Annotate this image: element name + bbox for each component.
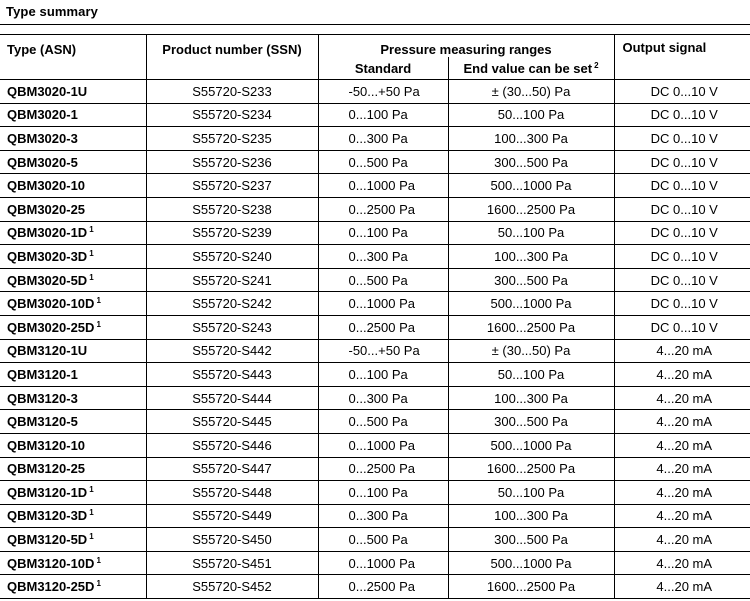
- end-value-cell: [448, 315, 614, 339]
- product-number-cell-text: S55720-S243: [192, 319, 272, 335]
- standard-range-cell: [318, 481, 448, 505]
- product-number-cell: [146, 150, 318, 174]
- standard-range-cell: [318, 245, 448, 269]
- output-signal-cell: [614, 575, 750, 599]
- header-end-value-label: End value can be set: [463, 60, 593, 76]
- output-signal-cell: [614, 410, 750, 434]
- end-value-cell-text: 100...300 Pa: [494, 248, 568, 264]
- end-value-cell-text: 500...1000 Pa: [490, 178, 572, 194]
- end-value-cell-text: ± (30...50) Pa: [491, 343, 571, 359]
- type-cell: [0, 528, 146, 552]
- output-signal-cell: [614, 315, 750, 339]
- standard-range-cell: [318, 433, 448, 457]
- output-signal-cell-text: DC 0...10 V: [650, 272, 718, 288]
- type-cell-text: QBM3120-1: [7, 366, 78, 382]
- type-cell: [0, 221, 146, 245]
- output-signal-cell: [614, 386, 750, 410]
- type-cell: [0, 245, 146, 269]
- product-number-cell: [146, 410, 318, 434]
- product-number-cell-text: S55720-S234: [192, 107, 272, 123]
- end-value-cell: [448, 433, 614, 457]
- end-value-cell: [448, 245, 614, 269]
- header-pressure-label: Pressure measuring ranges: [380, 42, 552, 57]
- product-number-cell: [146, 433, 318, 457]
- table-row: [0, 481, 750, 505]
- header-pressure-ranges: [318, 35, 614, 58]
- end-value-cell: [448, 292, 614, 316]
- product-number-cell-text: S55720-S442: [192, 343, 272, 359]
- output-signal-cell: [614, 103, 750, 127]
- product-number-cell: [146, 174, 318, 198]
- output-signal-cell-text: DC 0...10 V: [650, 225, 718, 241]
- standard-range-cell-text: 0...2500 Pa: [348, 319, 415, 335]
- standard-range-cell: [318, 457, 448, 481]
- product-number-cell-text: S55720-S238: [192, 201, 272, 217]
- product-number-cell-text: S55720-S241: [192, 272, 272, 288]
- table-row: [0, 174, 750, 198]
- product-number-cell: [146, 339, 318, 363]
- end-value-cell-text: 1600...2500 Pa: [486, 579, 576, 595]
- standard-range-cell-text: 0...500 Pa: [348, 532, 408, 548]
- table-row: [0, 268, 750, 292]
- type-cell: [0, 174, 146, 198]
- standard-range-cell-text: 0...300 Pa: [348, 390, 408, 406]
- output-signal-cell: [614, 197, 750, 221]
- standard-range-cell: [318, 268, 448, 292]
- end-value-cell-text: 1600...2500 Pa: [486, 461, 576, 477]
- end-value-cell-text: 1600...2500 Pa: [486, 201, 576, 217]
- type-cell-text: QBM3020-10: [7, 178, 86, 194]
- output-signal-cell: [614, 339, 750, 363]
- product-number-cell: [146, 268, 318, 292]
- table-row: [0, 221, 750, 245]
- table-row: [0, 433, 750, 457]
- end-value-cell: [448, 150, 614, 174]
- standard-range-cell: [318, 127, 448, 151]
- header-end-value-footnote: 2: [594, 60, 599, 70]
- product-number-cell-text: S55720-S444: [192, 390, 272, 406]
- end-value-cell: [448, 127, 614, 151]
- end-value-cell: [448, 80, 614, 104]
- type-footnote-marker: 1: [89, 272, 94, 282]
- product-number-cell-text: S55720-S449: [192, 508, 272, 524]
- header-product-label: Product number (SSN): [162, 42, 302, 57]
- standard-range-cell: [318, 197, 448, 221]
- type-cell-text: QBM3120-25D: [7, 579, 95, 595]
- product-number-cell: [146, 363, 318, 387]
- product-number-cell-text: S55720-S237: [192, 178, 272, 194]
- output-signal-cell-text: DC 0...10 V: [650, 130, 718, 146]
- type-cell-text: QBM3020-1U: [7, 83, 88, 99]
- table-row: [0, 80, 750, 104]
- end-value-cell-text: 50...100 Pa: [497, 366, 565, 382]
- output-signal-cell-text: 4...20 mA: [656, 579, 713, 595]
- output-signal-cell-text: DC 0...10 V: [650, 201, 718, 217]
- product-number-cell: [146, 528, 318, 552]
- output-signal-cell-text: 4...20 mA: [656, 461, 713, 477]
- type-cell-text: QBM3020-25: [7, 201, 86, 217]
- output-signal-cell-text: 4...20 mA: [656, 555, 713, 571]
- end-value-cell: [448, 268, 614, 292]
- product-number-cell-text: S55720-S447: [192, 461, 272, 477]
- type-cell-text: QBM3020-5: [7, 154, 78, 170]
- type-cell-text: QBM3120-1D: [7, 484, 88, 500]
- table-row: [0, 245, 750, 269]
- standard-range-cell: [318, 103, 448, 127]
- product-number-cell: [146, 103, 318, 127]
- table-row: [0, 363, 750, 387]
- type-cell-text: QBM3120-5D: [7, 532, 88, 548]
- type-cell: [0, 197, 146, 221]
- end-value-cell: [448, 339, 614, 363]
- type-footnote-marker: 1: [89, 532, 94, 542]
- standard-range-cell: [318, 150, 448, 174]
- output-signal-cell: [614, 457, 750, 481]
- output-signal-cell-text: 4...20 mA: [656, 532, 713, 548]
- output-signal-cell-text: 4...20 mA: [656, 508, 713, 524]
- product-number-cell: [146, 481, 318, 505]
- type-footnote-marker: 1: [96, 555, 101, 565]
- standard-range-cell-text: 0...100 Pa: [348, 225, 408, 241]
- type-cell-text: QBM3020-3: [7, 130, 78, 146]
- standard-range-cell: [318, 315, 448, 339]
- product-number-cell-text: S55720-S236: [192, 154, 272, 170]
- type-cell: [0, 433, 146, 457]
- output-signal-cell: [614, 245, 750, 269]
- product-number-cell: [146, 127, 318, 151]
- table-row: [0, 339, 750, 363]
- standard-range-cell-text: -50...+50 Pa: [348, 83, 420, 99]
- standard-range-cell: [318, 221, 448, 245]
- output-signal-cell: [614, 433, 750, 457]
- end-value-cell: [448, 551, 614, 575]
- output-signal-cell-text: DC 0...10 V: [650, 178, 718, 194]
- table-row: [0, 386, 750, 410]
- end-value-cell-text: 50...100 Pa: [497, 484, 565, 500]
- standard-range-cell-text: 0...500 Pa: [348, 154, 408, 170]
- type-cell: [0, 363, 146, 387]
- output-signal-cell-text: 4...20 mA: [656, 484, 713, 500]
- end-value-cell-text: 300...500 Pa: [494, 532, 568, 548]
- type-cell: [0, 292, 146, 316]
- end-value-cell-text: 50...100 Pa: [497, 225, 565, 241]
- product-number-cell-text: S55720-S443: [192, 366, 272, 382]
- end-value-cell-text: 100...300 Pa: [494, 390, 568, 406]
- output-signal-cell-text: DC 0...10 V: [650, 154, 718, 170]
- table-row: [0, 457, 750, 481]
- output-signal-cell-text: DC 0...10 V: [650, 319, 718, 335]
- type-cell-text: QBM3020-25D: [7, 319, 95, 335]
- product-number-cell: [146, 315, 318, 339]
- product-number-cell: [146, 575, 318, 599]
- type-cell-text: QBM3120-5: [7, 414, 78, 430]
- type-cell: [0, 150, 146, 174]
- product-number-cell-text: S55720-S239: [192, 225, 272, 241]
- type-footnote-marker: 1: [89, 225, 94, 235]
- output-signal-cell: [614, 504, 750, 528]
- end-value-cell: [448, 504, 614, 528]
- title-rule: [0, 24, 750, 25]
- table-row: [0, 575, 750, 599]
- type-cell: [0, 481, 146, 505]
- output-signal-cell: [614, 80, 750, 104]
- standard-range-cell-text: 0...500 Pa: [348, 272, 408, 288]
- standard-range-cell-text: 0...500 Pa: [348, 414, 408, 430]
- end-value-cell-text: 100...300 Pa: [494, 508, 568, 524]
- type-cell-text: QBM3020-10D: [7, 296, 95, 312]
- standard-range-cell-text: 0...100 Pa: [348, 107, 408, 123]
- type-cell-text: QBM3120-25: [7, 461, 86, 477]
- output-signal-cell-text: DC 0...10 V: [650, 83, 718, 99]
- end-value-cell: [448, 481, 614, 505]
- table-row: [0, 410, 750, 434]
- standard-range-cell: [318, 174, 448, 198]
- product-number-cell-text: S55720-S242: [192, 296, 272, 312]
- end-value-cell: [448, 221, 614, 245]
- output-signal-cell: [614, 481, 750, 505]
- type-cell: [0, 457, 146, 481]
- type-footnote-marker: 1: [89, 484, 94, 494]
- type-footnote-marker: 1: [96, 296, 101, 306]
- end-value-cell: [448, 197, 614, 221]
- standard-range-cell-text: 0...1000 Pa: [348, 437, 415, 453]
- product-number-cell-text: S55720-S450: [192, 532, 272, 548]
- table-body: [0, 80, 750, 599]
- output-signal-cell: [614, 528, 750, 552]
- type-cell: [0, 127, 146, 151]
- output-signal-cell: [614, 551, 750, 575]
- output-signal-cell: [614, 174, 750, 198]
- output-signal-cell: [614, 150, 750, 174]
- standard-range-cell: [318, 386, 448, 410]
- output-signal-cell: [614, 221, 750, 245]
- standard-range-cell: [318, 292, 448, 316]
- product-number-cell: [146, 457, 318, 481]
- type-cell: [0, 339, 146, 363]
- end-value-cell-text: 500...1000 Pa: [490, 437, 572, 453]
- standard-range-cell-text: 0...1000 Pa: [348, 555, 415, 571]
- output-signal-cell-text: 4...20 mA: [656, 366, 713, 382]
- header-standard-label: Standard: [354, 60, 412, 76]
- output-signal-cell-text: DC 0...10 V: [650, 107, 718, 123]
- standard-range-cell: [318, 410, 448, 434]
- type-cell: [0, 268, 146, 292]
- standard-range-cell: [318, 363, 448, 387]
- header-end-value: [448, 57, 614, 80]
- end-value-cell-text: 1600...2500 Pa: [486, 319, 576, 335]
- type-cell: [0, 504, 146, 528]
- output-signal-cell-text: DC 0...10 V: [650, 296, 718, 312]
- table-row: [0, 127, 750, 151]
- type-cell-text: QBM3120-1U: [7, 343, 88, 359]
- type-cell-text: QBM3120-3D: [7, 508, 88, 524]
- output-signal-cell-text: 4...20 mA: [656, 414, 713, 430]
- end-value-cell-text: 300...500 Pa: [494, 272, 568, 288]
- standard-range-cell: [318, 528, 448, 552]
- standard-range-cell: [318, 80, 448, 104]
- type-cell: [0, 575, 146, 599]
- type-cell-text: QBM3020-1: [7, 107, 78, 123]
- end-value-cell-text: 50...100 Pa: [497, 107, 565, 123]
- product-number-cell-text: S55720-S448: [192, 484, 272, 500]
- end-value-cell-text: 500...1000 Pa: [490, 296, 572, 312]
- type-cell: [0, 386, 146, 410]
- output-signal-cell-text: 4...20 mA: [656, 343, 713, 359]
- header-standard: [318, 57, 448, 80]
- output-signal-cell: [614, 268, 750, 292]
- output-signal-cell: [614, 363, 750, 387]
- product-number-cell: [146, 245, 318, 269]
- type-cell-text: QBM3120-10: [7, 437, 86, 453]
- type-cell: [0, 80, 146, 104]
- end-value-cell: [448, 386, 614, 410]
- standard-range-cell-text: 0...2500 Pa: [348, 461, 415, 477]
- type-cell: [0, 103, 146, 127]
- section-title: Type summary: [6, 4, 98, 19]
- standard-range-cell-text: 0...2500 Pa: [348, 579, 415, 595]
- header-type: [0, 35, 146, 80]
- header-output-signal: [614, 35, 750, 80]
- standard-range-cell-text: 0...100 Pa: [348, 484, 408, 500]
- type-cell: [0, 551, 146, 575]
- table-row: [0, 551, 750, 575]
- product-number-cell-text: S55720-S445: [192, 414, 272, 430]
- end-value-cell-text: 300...500 Pa: [494, 154, 568, 170]
- standard-range-cell-text: 0...300 Pa: [348, 248, 408, 264]
- type-footnote-marker: 1: [96, 319, 101, 329]
- table-row: [0, 292, 750, 316]
- type-cell-text: QBM3020-5D: [7, 272, 88, 288]
- end-value-cell-text: 500...1000 Pa: [490, 555, 572, 571]
- table-row: [0, 197, 750, 221]
- product-number-cell: [146, 197, 318, 221]
- standard-range-cell-text: 0...1000 Pa: [348, 178, 415, 194]
- type-cell-text: QBM3120-3: [7, 390, 78, 406]
- table-row: [0, 528, 750, 552]
- header-type-label: Type (ASN): [7, 42, 77, 57]
- type-footnote-marker: 1: [89, 248, 94, 258]
- type-cell-text: QBM3020-3D: [7, 248, 88, 264]
- table-row: [0, 103, 750, 127]
- type-cell-text: QBM3120-10D: [7, 555, 95, 571]
- standard-range-cell-text: 0...100 Pa: [348, 366, 408, 382]
- end-value-cell: [448, 528, 614, 552]
- standard-range-cell-text: 0...2500 Pa: [348, 201, 415, 217]
- product-number-cell: [146, 386, 318, 410]
- standard-range-cell-text: -50...+50 Pa: [348, 343, 420, 359]
- product-number-cell-text: S55720-S240: [192, 248, 272, 264]
- end-value-cell-text: 100...300 Pa: [494, 130, 568, 146]
- header-product-number: [146, 35, 318, 80]
- header-output-label: Output signal: [622, 40, 707, 55]
- standard-range-cell-text: 0...300 Pa: [348, 508, 408, 524]
- type-footnote-marker: 1: [96, 579, 101, 589]
- end-value-cell: [448, 575, 614, 599]
- standard-range-cell: [318, 551, 448, 575]
- product-number-cell: [146, 221, 318, 245]
- standard-range-cell: [318, 504, 448, 528]
- type-cell: [0, 315, 146, 339]
- type-summary-table: [0, 34, 750, 599]
- output-signal-cell: [614, 292, 750, 316]
- end-value-cell-text: 300...500 Pa: [494, 414, 568, 430]
- product-number-cell-text: S55720-S452: [192, 579, 272, 595]
- end-value-cell: [448, 363, 614, 387]
- product-number-cell-text: S55720-S446: [192, 437, 272, 453]
- end-value-cell: [448, 410, 614, 434]
- product-number-cell: [146, 80, 318, 104]
- table-row: [0, 504, 750, 528]
- product-number-cell: [146, 504, 318, 528]
- type-footnote-marker: 1: [89, 508, 94, 518]
- product-number-cell: [146, 551, 318, 575]
- product-number-cell-text: S55720-S233: [192, 83, 272, 99]
- end-value-cell: [448, 457, 614, 481]
- table-row: [0, 315, 750, 339]
- end-value-cell: [448, 174, 614, 198]
- type-cell: [0, 410, 146, 434]
- product-number-cell: [146, 292, 318, 316]
- type-cell-text: QBM3020-1D: [7, 225, 88, 241]
- standard-range-cell: [318, 575, 448, 599]
- output-signal-cell-text: 4...20 mA: [656, 437, 713, 453]
- standard-range-cell: [318, 339, 448, 363]
- output-signal-cell-text: 4...20 mA: [656, 390, 713, 406]
- product-number-cell-text: S55720-S451: [192, 555, 272, 571]
- standard-range-cell-text: 0...300 Pa: [348, 130, 408, 146]
- table-row: [0, 150, 750, 174]
- end-value-cell-text: ± (30...50) Pa: [491, 83, 571, 99]
- end-value-cell: [448, 103, 614, 127]
- product-number-cell-text: S55720-S235: [192, 130, 272, 146]
- output-signal-cell-text: DC 0...10 V: [650, 248, 718, 264]
- standard-range-cell-text: 0...1000 Pa: [348, 296, 415, 312]
- output-signal-cell: [614, 127, 750, 151]
